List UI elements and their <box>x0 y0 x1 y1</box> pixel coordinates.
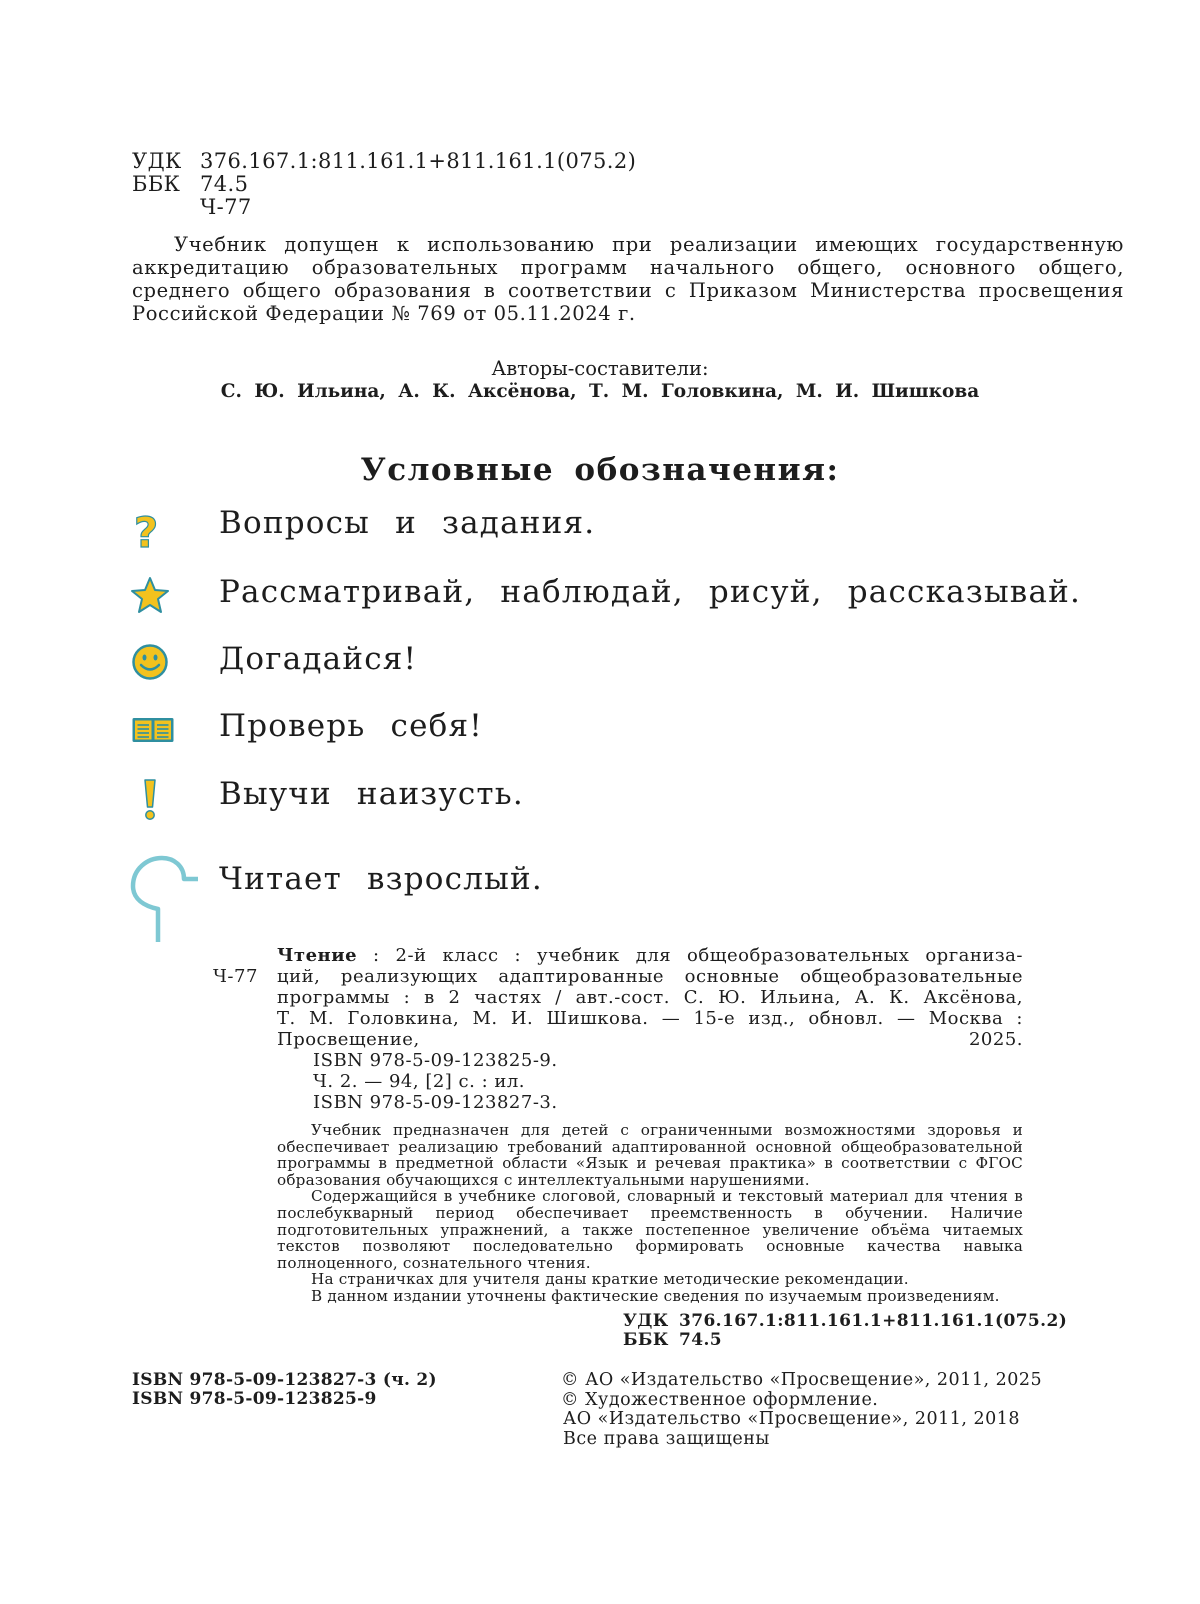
udc-footer <box>623 1312 1067 1350</box>
annotation-paragraph: Содержащийся в учебнике слоговой, словарный и текстовый материал для чтения в послебукварный период обеспечивает преемственность в обучении. Наличие подготовительных упражнений, а также постепенное увеличение объёма читаемых текстов позволяют последовательно формировать основные качества навыка полноценного, сознательного чтения. <box>277 1187 1023 1272</box>
copyright-line: АО «Издательство «Просвещение», 2011, 2018 <box>563 1409 1021 1429</box>
approval-text: Учебник допущен к использованию при реализации имеющих государственную аккредитацию образовательных программ начального общего, основного общего, среднего общего образования в соответствии с Приказом Министерства просвещения Российской Федерации № 769 от 05.11.2024 г. <box>132 233 1124 325</box>
bib-part: Ч. 2. — 94, [2] с. : ил. <box>313 1071 526 1092</box>
udk-label: УДК <box>132 149 182 173</box>
legend-text: Выучи наизусть. <box>219 776 524 812</box>
copyright-line: © АО «Издательство «Просвещение», 2011, 2025 <box>561 1370 1043 1390</box>
bib-line: программы : в 2 частях / авт.-сост. С. Ю. Ильина, А. К. Аксёнова, <box>277 987 1023 1008</box>
bib-line: Просвещение, 2025. <box>277 1029 1023 1050</box>
bib-line: ций, реализующих адаптированные основные общеобразовательные <box>277 966 1023 987</box>
legend-title: Условные обозначения: <box>360 452 840 488</box>
bbk-label: ББК <box>132 172 181 196</box>
legend-text: Проверь себя! <box>219 708 483 744</box>
udk-value: 376.167.1:811.161.1+811.161.1(075.2) <box>679 1311 1068 1331</box>
bib-isbn-part: ISBN 978-5-09-123827-3. <box>313 1092 558 1113</box>
legend-text: Вопросы и задания. <box>219 505 596 541</box>
bbk-value: 74.5 <box>679 1330 723 1350</box>
open-book-icon <box>131 716 175 744</box>
isbn-line: ISBN 978-5-09-123827-3 (ч. 2) <box>132 1370 437 1390</box>
star-icon <box>130 576 170 614</box>
speech-hook-icon <box>128 852 204 942</box>
approval-notice <box>132 233 1124 325</box>
bib-isbn: ISBN 978-5-09-123825-9. <box>313 1050 558 1071</box>
bib-line: : 2-й класс : учебник для общеобразовательных организа- <box>373 945 1023 966</box>
authors-names: С. Ю. Ильина, А. К. Аксёнова, Т. М. Головкина, М. И. Шишкова <box>220 381 980 402</box>
author-mark: Ч-77 <box>200 195 252 219</box>
question-mark-icon <box>130 509 162 553</box>
svg-text:?: ? <box>133 509 159 553</box>
legend-text: Рассматривай, наблюдай, рисуй, рассказывай. <box>219 574 1082 610</box>
udk-label: УДК <box>623 1311 669 1331</box>
legend-text: Догадайся! <box>219 641 418 677</box>
authors-label: Авторы-составители: <box>491 357 709 380</box>
bib-code: Ч-77 <box>213 966 258 987</box>
isbn-block <box>132 1371 437 1409</box>
exclamation-mark-icon <box>140 778 160 822</box>
isbn-line: ISBN 978-5-09-123825-9 <box>132 1389 377 1409</box>
copyright-line: Все права защищены <box>563 1428 770 1449</box>
copyright-line: © Художественное оформление. <box>561 1389 879 1410</box>
bbk-value: 74.5 <box>200 172 249 196</box>
annotation-paragraph: На страничках для учителя даны краткие методические рекомендации. <box>311 1270 909 1289</box>
bib-description <box>277 945 1023 1050</box>
bib-title: Чтение <box>277 945 358 966</box>
smiley-icon <box>131 643 169 681</box>
legend-text: Читает взрослый. <box>219 861 543 897</box>
bib-line: Т. М. Головкина, М. И. Шишкова. — 15-е изд., обновл. — Москва : <box>277 1008 1023 1029</box>
annotation-paragraph: В данном издании уточнены фактические сведения по изучаемым произведениям. <box>311 1286 1000 1305</box>
udc-header <box>132 150 636 219</box>
annotation-paragraph: Учебник предназначен для детей с ограниченными возможностями здоровья и обеспечивает реализацию требований адаптированной основной общеобразовательной программы в предметной области «Язык и речевая практика» в соответствии с ФГОС образования обучающихся с интеллектуальными нарушениями. <box>277 1121 1023 1189</box>
udk-value: 376.167.1:811.161.1+811.161.1(075.2) <box>200 149 637 173</box>
annotation <box>277 1122 1023 1305</box>
bbk-label: ББК <box>623 1330 669 1350</box>
copyright-block <box>561 1371 1042 1449</box>
